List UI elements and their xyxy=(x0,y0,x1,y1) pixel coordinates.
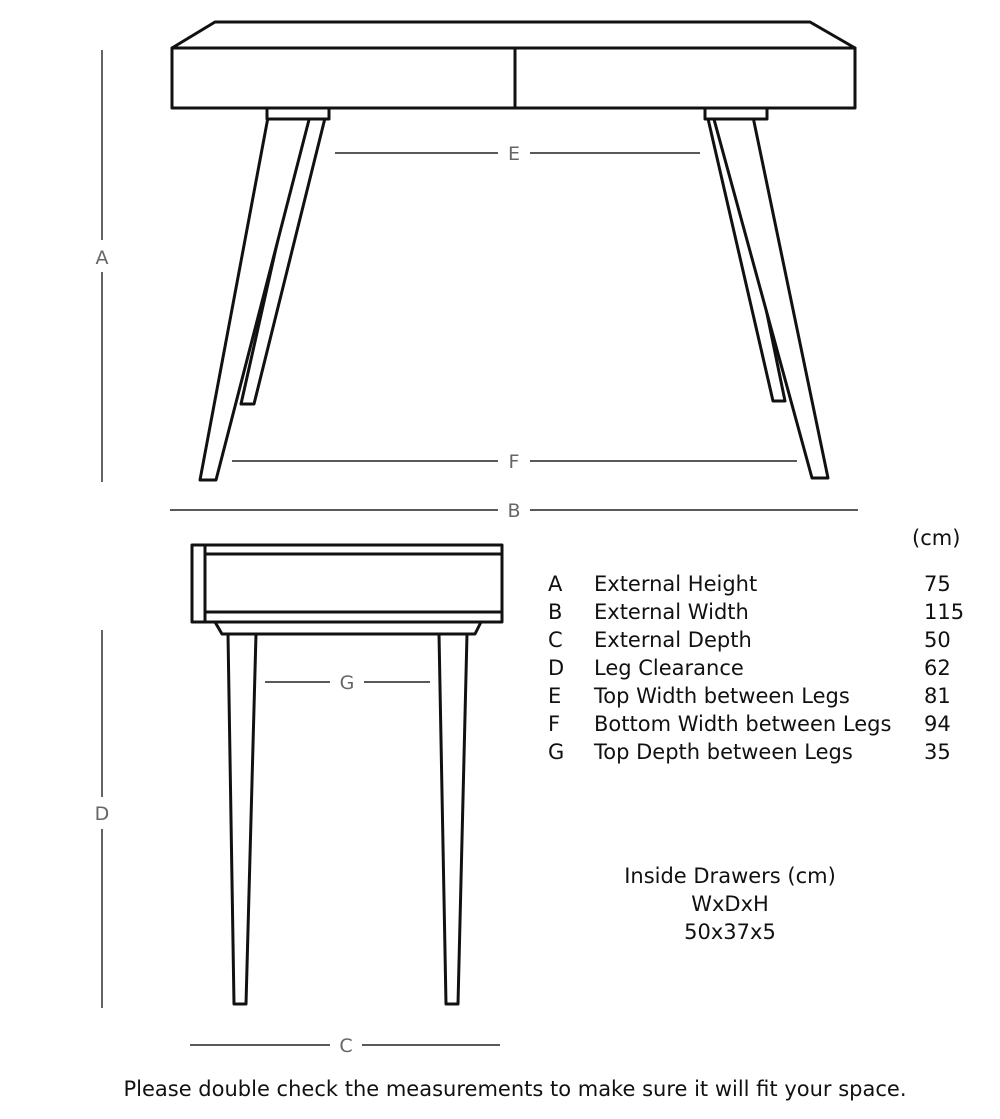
dimension-spec-table xyxy=(548,570,966,766)
spec-name: Top Depth between Legs xyxy=(594,740,853,764)
spec-row xyxy=(548,654,966,682)
front-left-leg xyxy=(200,112,311,480)
spec-value: 115 xyxy=(924,600,965,624)
spec-letter: F xyxy=(548,712,561,736)
desk-top-surface xyxy=(172,22,855,48)
dimension-f xyxy=(232,451,797,473)
spec-value: 81 xyxy=(924,684,951,708)
side-top-body xyxy=(192,545,502,622)
measurement-footnote: Please double check the measurements to make sure it will fit your space. xyxy=(123,1077,907,1101)
dimension-label-a: A xyxy=(95,247,109,269)
inside-drawers-title: Inside Drawers (cm) xyxy=(624,864,836,888)
spec-row xyxy=(548,626,966,654)
spec-letter: A xyxy=(548,572,563,596)
dimension-label-d: D xyxy=(94,803,110,825)
dimension-b xyxy=(170,500,858,522)
spec-value: 94 xyxy=(924,712,951,736)
inside-drawers-size: 50x37x5 xyxy=(684,920,776,944)
dimension-a xyxy=(96,50,109,482)
spec-name: Top Width between Legs xyxy=(594,684,850,708)
spec-name: External Width xyxy=(594,600,749,624)
spec-name: External Height xyxy=(594,572,758,596)
dimension-label-f: F xyxy=(508,451,520,473)
dimension-d xyxy=(95,630,110,1008)
spec-name: Leg Clearance xyxy=(594,656,744,680)
spec-letter: C xyxy=(548,628,563,652)
dimension-label-c: C xyxy=(339,1035,353,1057)
spec-value: 35 xyxy=(924,740,951,764)
spec-value: 50 xyxy=(924,628,951,652)
spec-name: Bottom Width between Legs xyxy=(594,712,892,736)
spec-letter: D xyxy=(548,656,565,680)
inside-drawers-format: WxDxH xyxy=(691,892,769,916)
spec-row xyxy=(548,738,966,766)
dimension-g xyxy=(265,672,430,694)
spec-row xyxy=(548,570,966,598)
dimension-c xyxy=(190,1035,500,1057)
dimension-e xyxy=(335,143,700,165)
desk-front-view xyxy=(172,22,855,480)
desk-side-view xyxy=(192,545,502,1004)
spec-row xyxy=(548,682,966,710)
inside-drawers-info xyxy=(590,862,870,946)
dimension-label-b: B xyxy=(507,500,521,522)
dimension-label-g: G xyxy=(339,672,355,694)
spec-value: 75 xyxy=(924,572,951,596)
side-leg-front xyxy=(228,634,256,1004)
side-leg-bracket xyxy=(215,622,481,634)
spec-letter: E xyxy=(548,684,562,708)
spec-letter: G xyxy=(548,740,565,764)
spec-name: External Depth xyxy=(594,628,752,652)
spec-row xyxy=(548,710,966,738)
spec-letter: B xyxy=(548,600,563,624)
front-right-leg xyxy=(712,112,828,478)
spec-row xyxy=(548,598,966,626)
spec-value: 62 xyxy=(924,656,951,680)
side-leg-back xyxy=(439,634,467,1004)
dimension-label-e: E xyxy=(507,143,521,165)
unit-label: (cm) xyxy=(912,526,961,550)
